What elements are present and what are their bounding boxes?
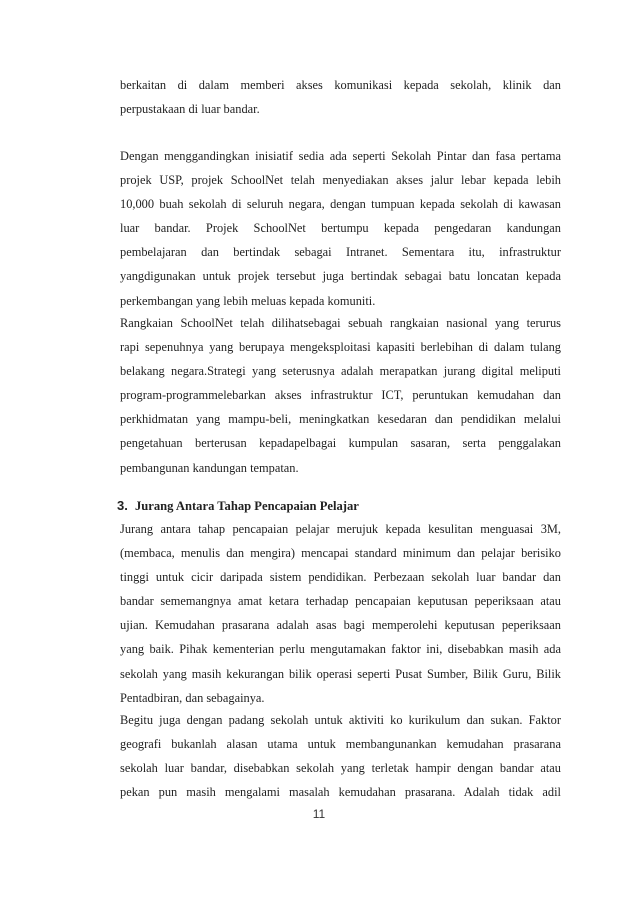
paragraph-line: perkembangan yang lebih meluas kepada komuniti.: [120, 293, 376, 308]
paragraph-line: (membaca, menulis dan mengira) mencapai standard minimum dan pelajar berisiko: [120, 546, 561, 561]
section-heading: [117, 495, 359, 517]
paragraph-line: Jurang antara tahap pencapaian pelajar merujuk kepada kesulitan menguasai 3M,: [120, 522, 561, 536]
paragraph-line: bandar sememangnya amat ketara terhadap pencapaian keputusan peperiksaan atau: [120, 594, 561, 609]
paragraph-line: ujian. Kemudahan prasarana adalah asas bagi memperolehi keputusan peperiksaan: [120, 618, 561, 633]
paragraph-line: pekan pun masih mengalami masalah kemudahan prasarana. Adalah tidak adil: [120, 785, 561, 800]
paragraph-3: [120, 311, 561, 480]
paragraph-line: perkhidmatan yang mampu-beli, meningkatkan kesedaran dan pendidikan melalui: [120, 412, 561, 427]
paragraph-line: Begitu juga dengan padang sekolah untuk aktiviti ko kurikulum dan sukan. Faktor: [120, 713, 561, 727]
paragraph-line: projek USP, projek SchoolNet telah menyediakan akses jalur lebar kepada lebih: [120, 173, 561, 188]
paragraph-line: geografi bukanlah alasan utama untuk membangunankan kemudahan prasarana: [120, 737, 561, 752]
paragraph-line: rapi sepenuhnya yang berupaya mengeksploitasi kapasiti berlebihan di dalam tulang: [120, 340, 561, 355]
paragraph-line: pembangunan kandungan tempatan.: [120, 460, 299, 475]
paragraph-2: [120, 144, 561, 313]
paragraph-line: sekolah yang masih kekurangan bilik operasi seperti Pusat Sumber, Bilik Guru, Bilik: [120, 666, 561, 681]
paragraph-line: berkaitan di dalam memberi akses komunikasi kepada sekolah, klinik dan: [120, 78, 561, 92]
paragraph-line: yangdigunakan untuk projek tersebut juga bertindak sebagai batu loncatan kepada: [120, 269, 561, 284]
paragraph-4: [120, 517, 561, 710]
section-number: 3.: [117, 498, 128, 513]
paragraph-line: program-programmelebarkan akses infrastruktur ICT, peruntukan kemudahan dan: [120, 388, 561, 403]
page-number: 11: [312, 807, 326, 821]
paragraph-line: pembelajaran dan bertindak sebagai Intranet. Sementara itu, infrastruktur: [120, 245, 561, 260]
paragraph-5: [120, 708, 561, 804]
paragraph-line: pengetahuan berterusan kepadapelbagai kumpulan sasaran, serta penggalakan: [120, 436, 561, 451]
paragraph-line: sekolah luar bandar, disebabkan sekolah yang terletak hampir dengan bandar atau: [120, 761, 561, 776]
paragraph-1: [120, 73, 561, 121]
paragraph-line: Dengan menggandingkan inisiatif sedia ada seperti Sekolah Pintar dan fasa pertama: [120, 149, 561, 163]
paragraph-line: yang baik. Pihak kementerian perlu mengutamakan faktor ini, disebabkan masih ada: [120, 642, 561, 657]
paragraph-line: belakang negara.Strategi yang seterusnya adalah merapatkan jurang digital meliputi: [120, 364, 561, 379]
paragraph-line: 10,000 buah sekolah di seluruh negara, dengan tumpuan kepada sekolah di kawasan: [120, 197, 561, 212]
section-title: Jurang Antara Tahap Pencapaian Pelajar: [134, 499, 359, 513]
paragraph-line: perpustakaan di luar bandar.: [120, 102, 260, 117]
paragraph-line: tinggi untuk cicir daripada sistem pendidikan. Perbezaan sekolah luar bandar dan: [120, 570, 561, 585]
paragraph-line: luar bandar. Projek SchoolNet bertumpu kepada pengedaran kandungan: [120, 221, 561, 236]
paragraph-line: Pentadbiran, dan sebagainya.: [120, 690, 265, 705]
paragraph-line: Rangkaian SchoolNet telah dilihatsebagai sebuah rangkaian nasional yang terurus: [120, 316, 561, 330]
